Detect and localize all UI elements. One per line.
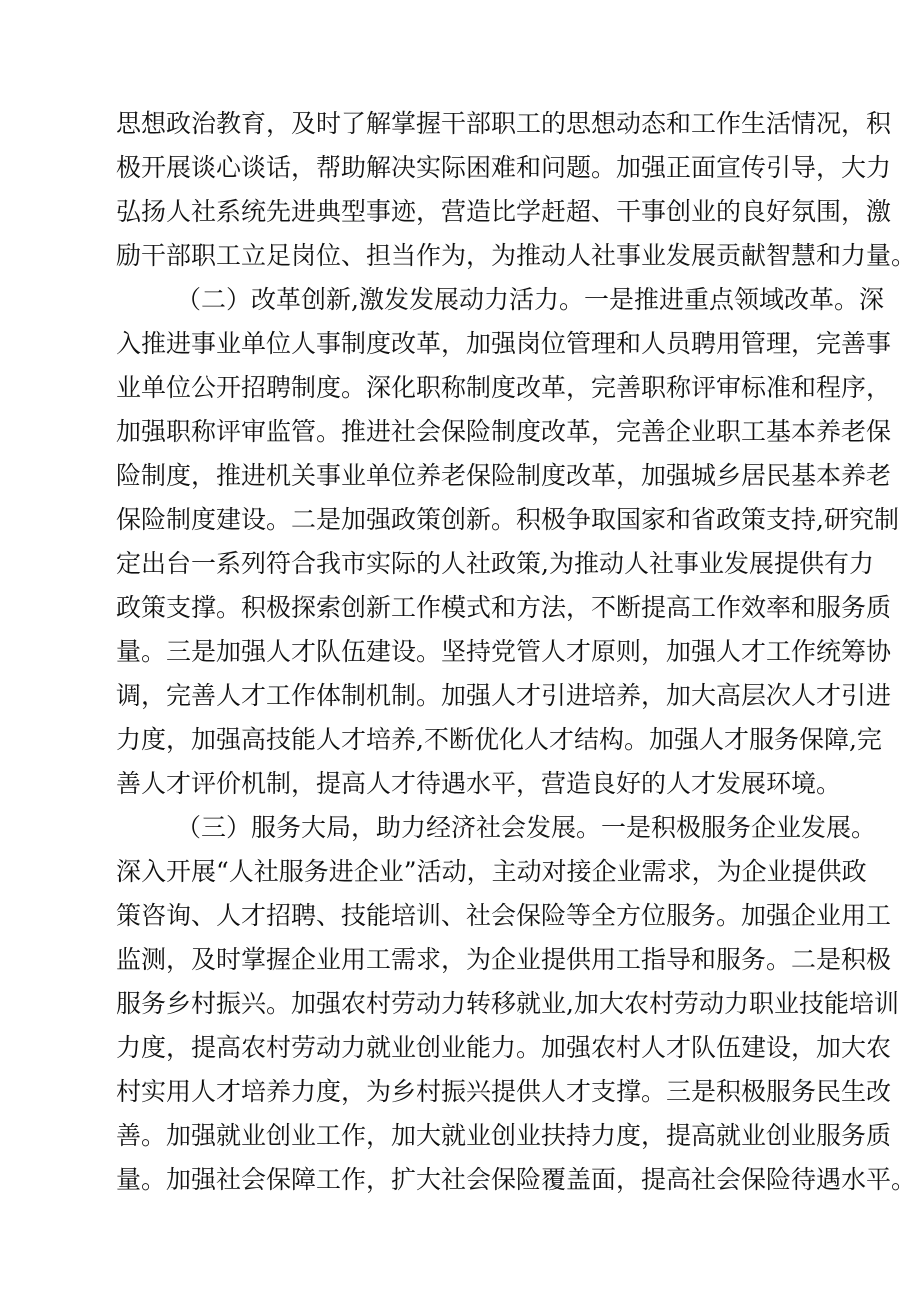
text-line: 善人才评价机制，提高人才待遇水平，营造良好的人才发展环境。 [116,769,842,798]
text-line: 深入开展“人社服务进企业”活动，主动对接企业需求，为企业提供政 [116,857,867,886]
text-line: 策咨询、人才招聘、技能培训、社会保险等全方位服务。加强企业用工 [116,901,892,930]
text-line: 监测，及时掌握企业用工需求，为企业提供用工指导和服务。二是积极 [116,945,892,974]
text-line: 力度，提高农村劳动力就业创业能力。加强农村人才队伍建设，加大农 [116,1033,892,1062]
section-heading-line: （二）改革创新,激发发展动力活力。一是推进重点领域改革。深 [176,285,884,314]
text-line: 思想政治教育，及时了解掌握干部职工的思想动态和工作生活情况，积 [116,109,892,138]
text-line: 调，完善人才工作体制机制。加强人才引进培养，加大高层次人才引进 [116,681,892,710]
text-line: 力度，加强高技能人才培养,不断优化人才结构。加强人才服务保障,完 [116,725,882,754]
text-line: 量。三是加强人才队伍建设。坚持党管人才原则，加强人才工作统筹协 [116,637,892,666]
section-heading-line: （三）服务大局，助力经济社会发展。一是积极服务企业发展。 [176,813,877,842]
text-line: 保险制度建设。二是加强政策创新。积极争取国家和省政策支持,研究制 [116,505,899,534]
text-line: 量。加强社会保障工作，扩大社会保险覆盖面，提高社会保险待遇水平。 [116,1165,917,1194]
text-line: 极开展谈心谈话，帮助解决实际困难和问题。加强正面宣传引导，大力 [116,153,892,182]
text-line: 入推进事业单位人事制度改革，加强岗位管理和人员聘用管理，完善事 [116,329,892,358]
text-line: 励干部职工立足岗位、担当作为，为推动人社事业发展贡献智慧和力量。 [116,241,917,270]
text-line: 政策支撑。积极探索创新工作模式和方法，不断提高工作效率和服务质 [116,593,892,622]
text-line: 服务乡村振兴。加强农村劳动力转移就业,加大农村劳动力职业技能培训 [116,989,899,1018]
text-line: 业单位公开招聘制度。深化职称制度改革，完善职称评审标准和程序， [116,373,892,402]
text-line: 定出台一系列符合我市实际的人社政策,为推动人社事业发展提供有力 [116,549,874,578]
text-line: 险制度，推进机关事业单位养老保险制度改革，加强城乡居民基本养老 [116,461,892,490]
text-line: 加强职称评审监管。推进社会保险制度改革，完善企业职工基本养老保 [116,417,892,446]
text-line: 弘扬人社系统先进典型事迹，营造比学赶超、干事创业的良好氛围，激 [116,197,892,226]
text-line: 村实用人才培养力度，为乡村振兴提供人才支撑。三是积极服务民生改 [116,1077,892,1106]
text-line: 善。加强就业创业工作，加大就业创业扶持力度，提高就业创业服务质 [116,1121,892,1150]
